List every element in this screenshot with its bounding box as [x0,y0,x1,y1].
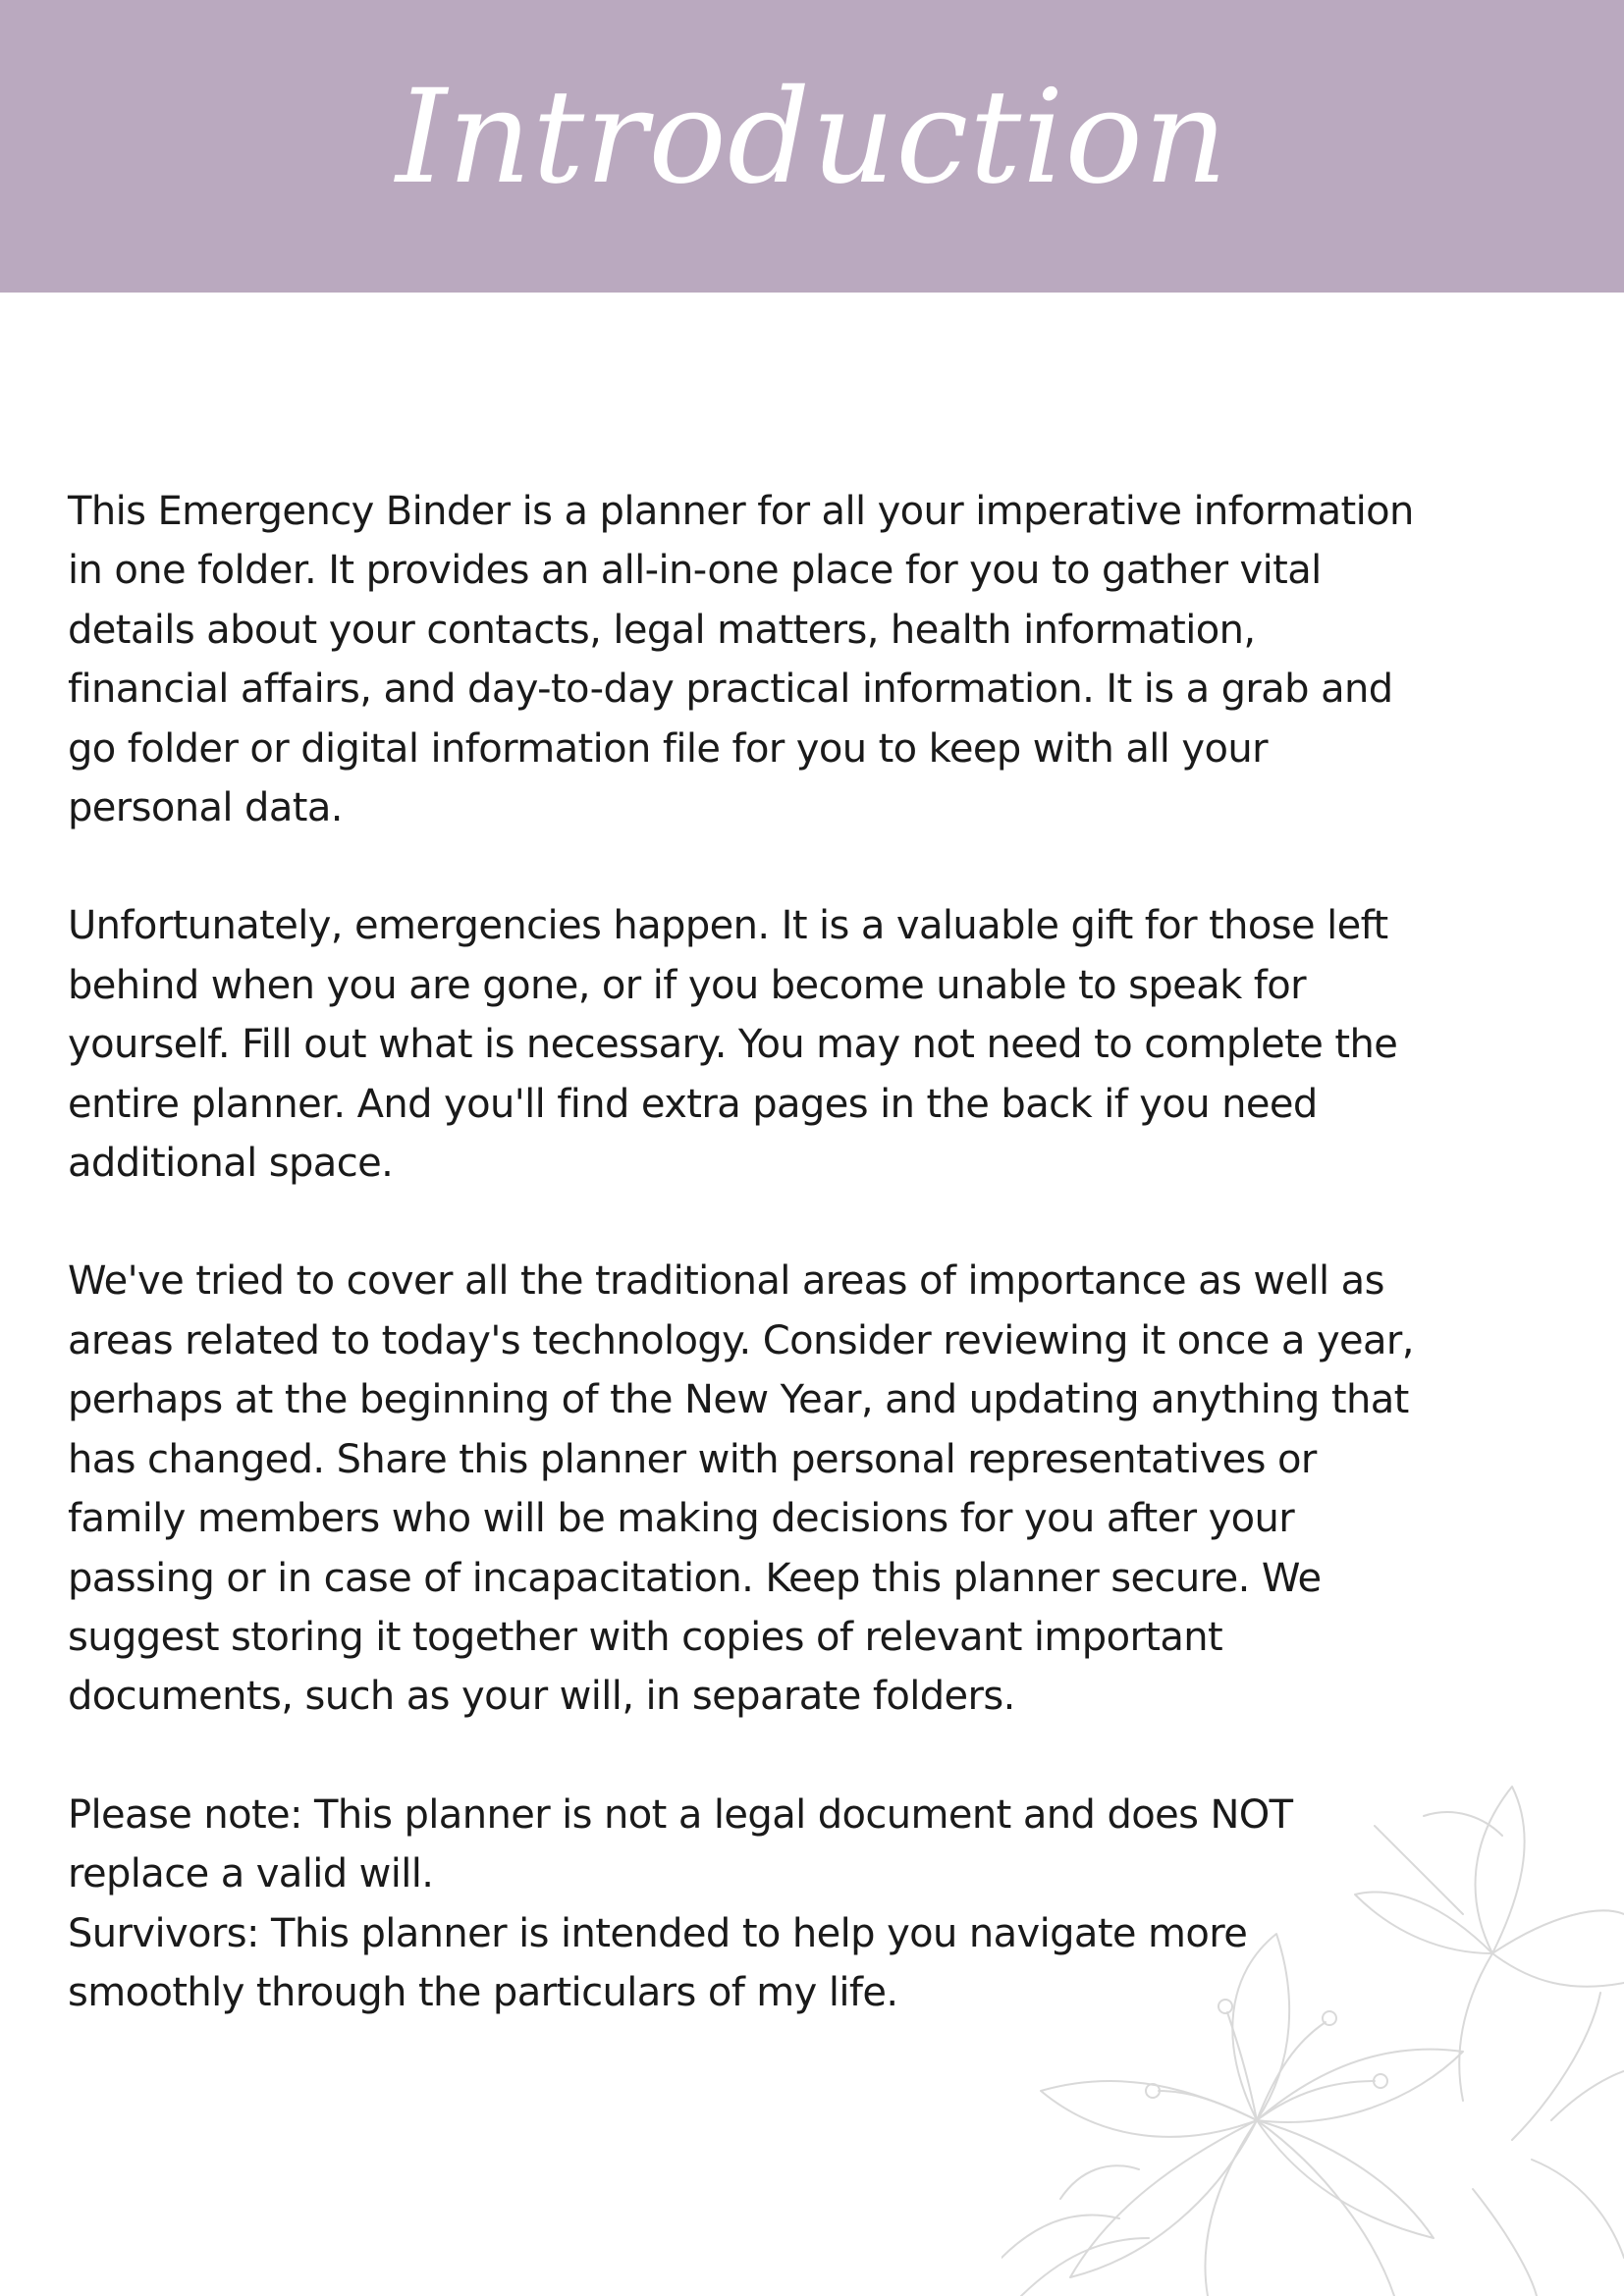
review-paragraph: We've tried to cover all the traditional areas of importance as well as areas related to today's technology. Consider reviewing it once a year, perhaps at the beginning of the New Year, and updating anything that has changed. Share this planner with personal representatives or family members who will be making decisions for you after your passing or in case of incapacitation. Keep this planner secure. We suggest storing it together with copies of relevant important documents, such as your will, in separate folders. [68,1258,1414,1720]
page-title: Introduction [396,62,1228,213]
emergencies-paragraph: Unfortunately, emergencies happen. It is a valuable gift for those left behind when you are gone, or if you become unable to speak for yourself. Fill out what is necessary. You may not need to complete the entire planner. And you'll find extra pages in the back if you need additional space. [68,903,1398,1187]
intro-paragraph: This Emergency Binder is a planner for all your imperative information in one folder. It provides an all-in-one place for you to gather vital details about your contacts, legal matters, health information, financial affairs, and day-to-day practical information. It is a grab and go folder or digital information file for you to keep with all your personal data. [68,489,1414,831]
lily-flower-icon [1001,1747,1624,2296]
note-paragraph: Please note: This planner is not a legal document and does NOT replace a valid will. Survivors: This planner is intended to help you navigate more smoothly through the particulars of my life. [68,1791,1293,2015]
header-band [0,0,1624,293]
